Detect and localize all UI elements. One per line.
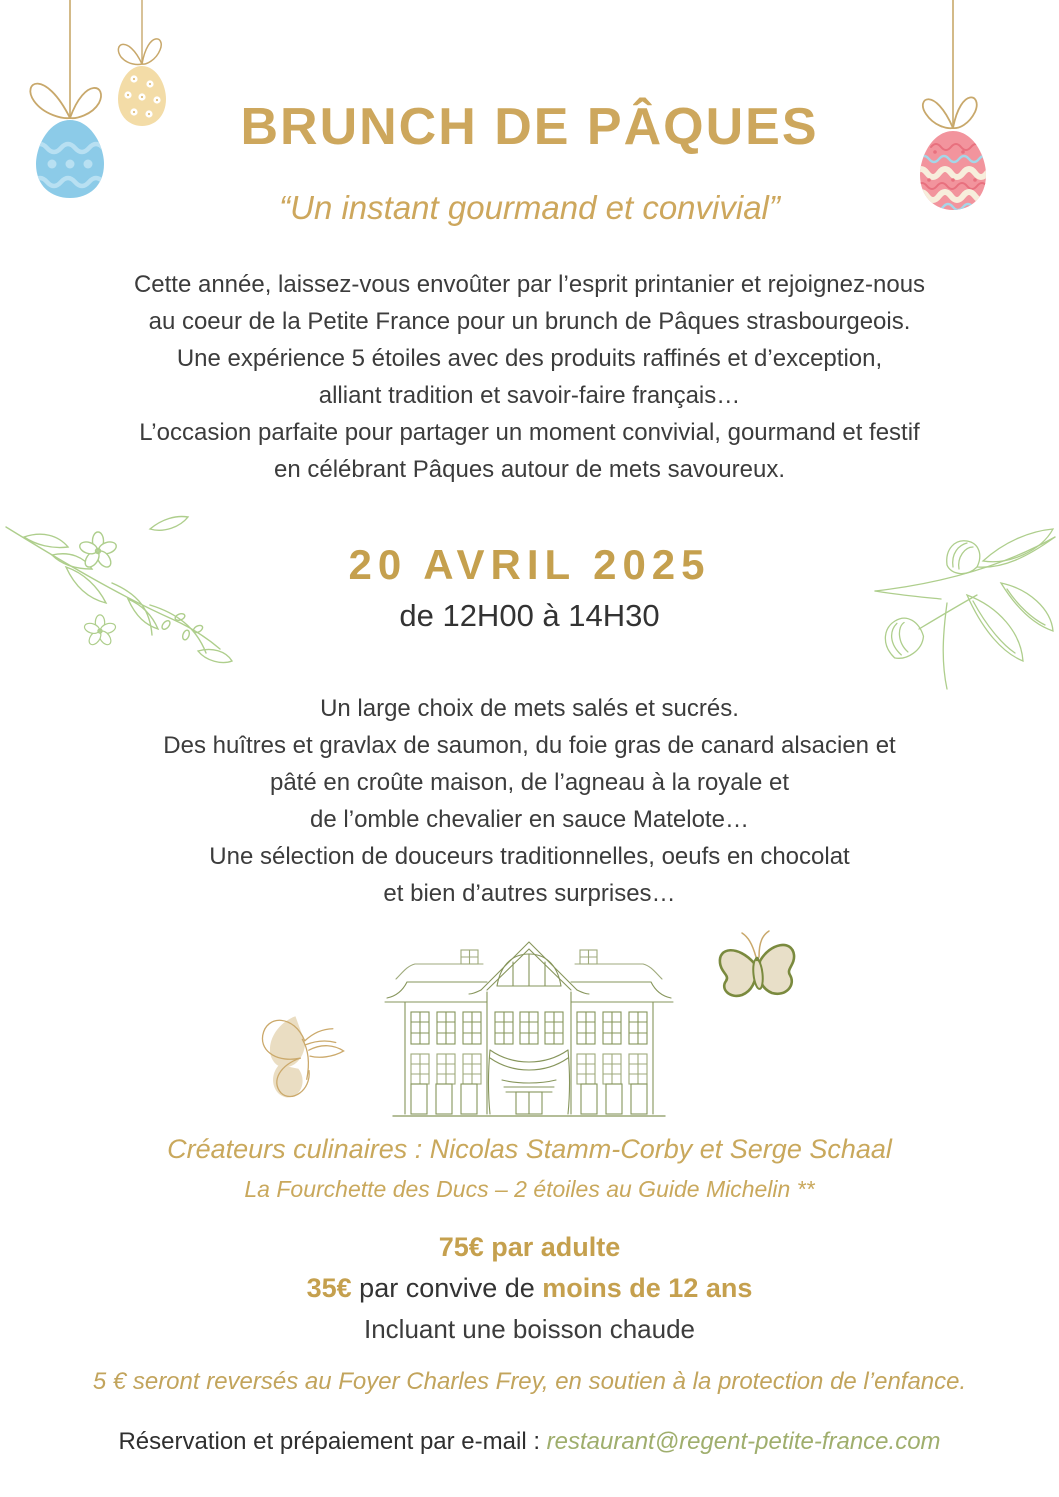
hotel-building-icon: [383, 932, 675, 1124]
intro-paragraph: [0, 266, 1059, 488]
flower-branch-left-icon: [0, 503, 238, 683]
event-time: de 12H00 à 14H30: [399, 598, 660, 633]
butterfly-left-icon: [246, 1000, 356, 1115]
credits-chefs: Créateurs culinaires : Nicolas Stamm-Corby et Serge Schaal: [167, 1134, 892, 1164]
menu-line: pâté en croûte maison, de l’agneau à la royale et: [269, 769, 789, 796]
intro-line: Cette année, laissez-vous envoûter par l’esprit printanier et rejoignez-nous: [133, 271, 926, 298]
menu-line: Une sélection de douceurs traditionnelles, oeufs en chocolat: [209, 843, 850, 870]
reservation-email[interactable]: restaurant@regent-petite-france.com: [546, 1428, 941, 1455]
menu-line: de l’omble chevalier en sauce Matelote…: [310, 806, 749, 833]
price-child-age: moins de 12 ans: [542, 1273, 753, 1303]
intro-line: en célébrant Pâques autour de mets savoureux.: [274, 456, 785, 483]
page-title: BRUNCH DE PÂQUES: [240, 98, 819, 156]
menu-line: Des huîtres et gravlax de saumon, du foie gras de canard alsacien et: [163, 732, 896, 759]
intro-line: au coeur de la Petite France pour un brunch de Pâques strasbourgeois.: [148, 308, 911, 335]
page-subtitle: “Un instant gourmand et convivial”: [279, 189, 780, 226]
intro-line: L’occasion parfaite pour partager un moment convivial, gourmand et festif: [139, 419, 920, 446]
credits-restaurant: La Fourchette des Ducs – 2 étoiles au Guide Michelin **: [244, 1176, 815, 1202]
charity-note: 5 € seront reversés au Foyer Charles Frey, en soutien à la protection de l’enfance.: [92, 1368, 967, 1395]
price-adult: 75€ par adulte: [438, 1232, 621, 1262]
menu-line: et bien d’autres surprises…: [383, 880, 676, 907]
price-child-text: par convive de: [351, 1273, 543, 1303]
price-note: Incluant une boisson chaude: [363, 1314, 696, 1344]
intro-line: alliant tradition et savoir-faire français…: [318, 382, 741, 409]
reservation-label: Réservation et prépaiement par e-mail :: [118, 1428, 547, 1455]
menu-paragraph: [0, 690, 1059, 912]
price-child: [0, 1273, 1059, 1304]
price-child-amount: 35€: [306, 1273, 352, 1303]
intro-line: Une expérience 5 étoiles avec des produits raffinés et d’exception,: [176, 345, 883, 372]
event-date: 20 AVRIL 2025: [348, 541, 711, 588]
menu-line: Un large choix de mets salés et sucrés.: [320, 695, 739, 722]
reservation-line: [0, 1428, 1059, 1456]
butterfly-right-icon: [712, 925, 804, 1013]
